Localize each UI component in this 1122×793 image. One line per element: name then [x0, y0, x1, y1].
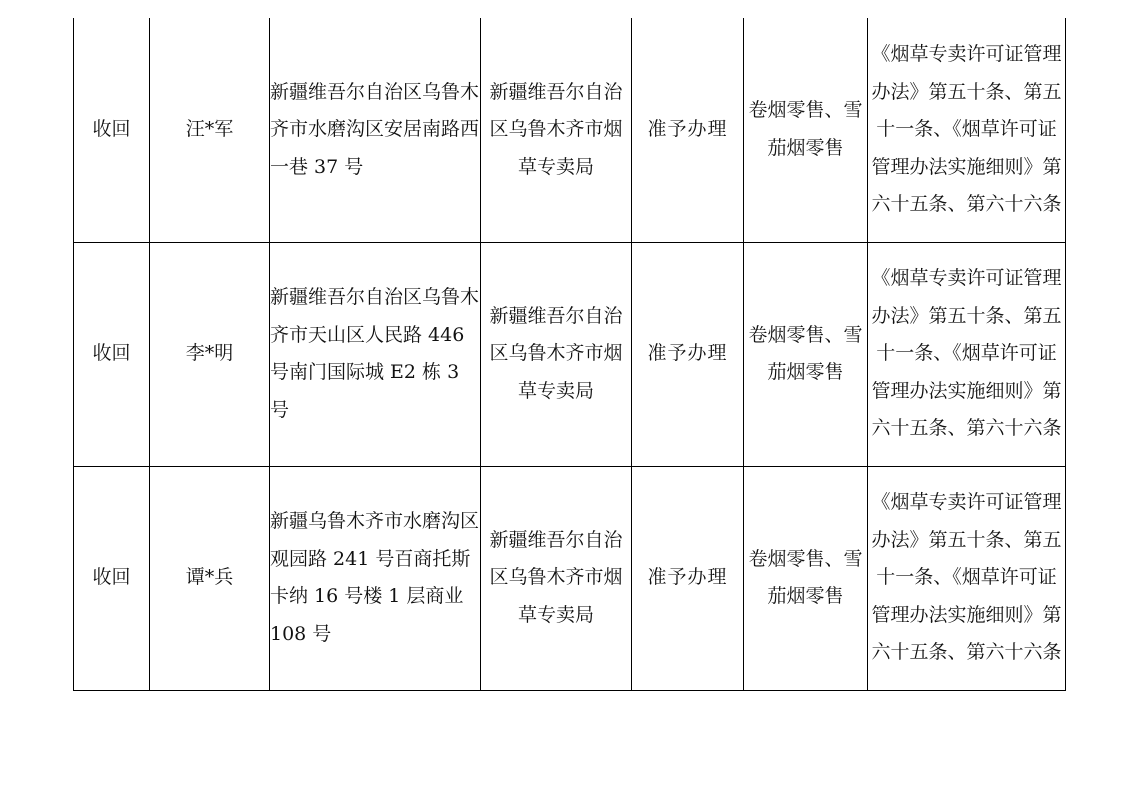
- name-cell: [150, 18, 270, 242]
- legal-basis-cell: [868, 18, 1066, 242]
- holder-name: 李*明: [185, 342, 234, 365]
- business-scope: 卷烟零售、雪茄烟零售: [748, 99, 863, 159]
- business-address: 新疆维吾尔自治区乌鲁木齐市水磨沟区安居南路西一巷 37 号: [270, 80, 480, 178]
- authority-cell: [481, 18, 632, 242]
- business-scope: 卷烟零售、雪茄烟零售: [748, 547, 863, 607]
- issuing-authority: 新疆维吾尔自治区乌鲁木齐市烟草专卖局: [489, 528, 623, 626]
- holder-name: 谭*兵: [185, 566, 234, 589]
- action-cell: [74, 18, 150, 242]
- legal-basis: 《烟草专卖许可证管理办法》第五十条、第五十一条、《烟草许可证管理办法实施细则》第六十五条、第六十六条: [871, 267, 1062, 440]
- business-address: 新疆维吾尔自治区乌鲁木齐市天山区人民路 446 号南门国际城 E2 栋 3 号: [270, 286, 480, 421]
- holder-name: 汪*军: [185, 118, 234, 140]
- decision-cell: [632, 466, 744, 690]
- action-text: 收回: [92, 342, 131, 365]
- address-cell: [270, 18, 481, 242]
- table-row: [74, 242, 1066, 466]
- legal-basis-cell: [868, 242, 1066, 466]
- decision-text: 准予办理: [647, 566, 728, 589]
- issuing-authority: 新疆维吾尔自治区乌鲁木齐市烟草专卖局: [489, 80, 623, 178]
- action-text: 收回: [92, 118, 131, 140]
- decision-text: 准予办理: [647, 118, 728, 140]
- name-cell: [150, 242, 270, 466]
- authority-cell: [481, 466, 632, 690]
- decision-text: 准予办理: [647, 342, 728, 365]
- issuing-authority: 新疆维吾尔自治区乌鲁木齐市烟草专卖局: [489, 304, 623, 402]
- business-scope: 卷烟零售、雪茄烟零售: [748, 323, 863, 383]
- name-cell: [150, 466, 270, 690]
- license-revocation-table: [73, 18, 1066, 691]
- address-cell: [270, 242, 481, 466]
- legal-basis: 《烟草专卖许可证管理办法》第五十条、第五十一条、《烟草许可证管理办法实施细则》第六十五条、第六十六条: [871, 43, 1062, 215]
- decision-cell: [632, 18, 744, 242]
- table-row: [74, 18, 1066, 242]
- scope-cell: [744, 466, 868, 690]
- table-row: [74, 466, 1066, 690]
- legal-basis: 《烟草专卖许可证管理办法》第五十条、第五十一条、《烟草许可证管理办法实施细则》第六十五条、第六十六条: [871, 491, 1062, 664]
- authority-cell: [481, 242, 632, 466]
- scope-cell: [744, 242, 868, 466]
- action-cell: [74, 242, 150, 466]
- address-cell: [270, 466, 481, 690]
- decision-cell: [632, 242, 744, 466]
- legal-basis-cell: [868, 466, 1066, 690]
- scope-cell: [744, 18, 868, 242]
- business-address: 新疆乌鲁木齐市水磨沟区观园路 241 号百商托斯卡纳 16 号楼 1 层商业 108 号: [270, 510, 480, 645]
- action-text: 收回: [92, 566, 131, 589]
- action-cell: [74, 466, 150, 690]
